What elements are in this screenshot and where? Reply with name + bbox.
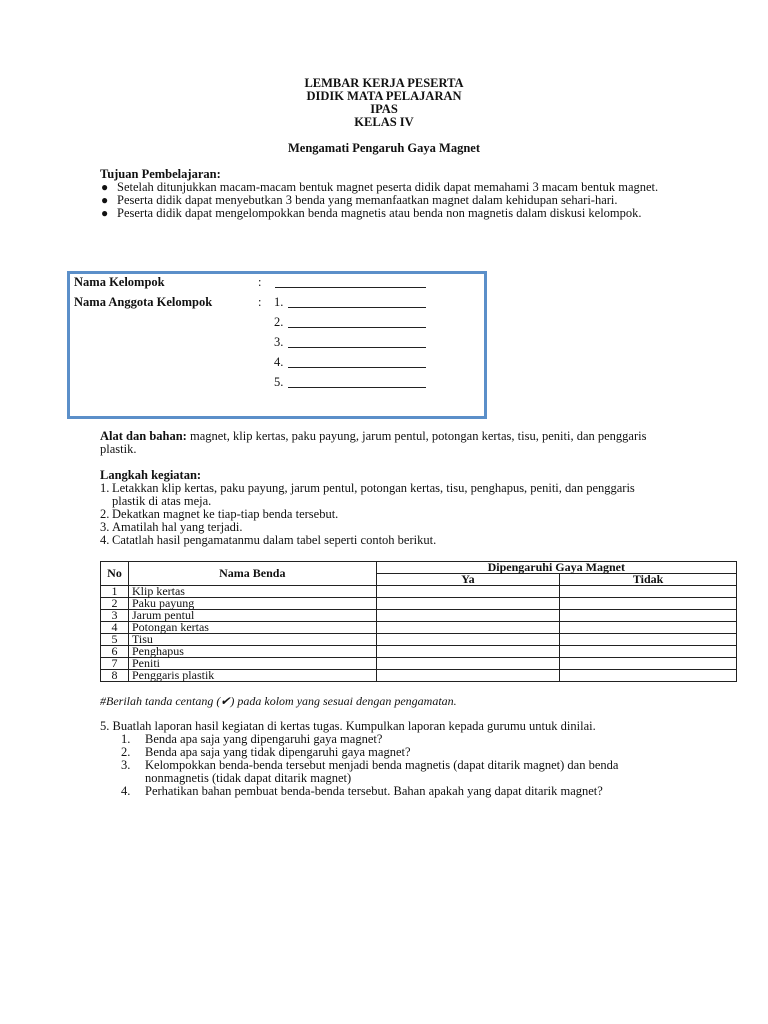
row-number: 5: [101, 634, 129, 646]
yes-cell[interactable]: [376, 670, 560, 682]
document-subtitle: Mengamati Pengaruh Gaya Magnet: [288, 141, 480, 155]
step-text: Letakkan klip kertas, paku payung, jarum pentul, potongan kertas, tisu, penghapus, peniti, dan penggaris plastik di atas meja.: [112, 481, 635, 508]
step-text: Amatilah hal yang terjadi.: [112, 520, 243, 534]
report-section: [100, 720, 700, 798]
title-line: KELAS IV: [354, 115, 414, 129]
member-number: 5.: [274, 375, 284, 389]
yes-cell[interactable]: [376, 646, 560, 658]
list-item: [100, 207, 690, 220]
header-no: No: [101, 562, 129, 586]
member-number: 1.: [274, 295, 284, 309]
table-row: [101, 622, 737, 634]
step-number: 2.: [100, 507, 110, 521]
yes-cell[interactable]: [376, 634, 560, 646]
header-item-name: Nama Benda: [128, 562, 376, 586]
row-number: 8: [101, 670, 129, 682]
steps-heading: Langkah kegiatan:: [100, 468, 202, 482]
title-line: DIDIK MATA PELAJARAN: [306, 89, 462, 103]
no-cell[interactable]: [560, 586, 737, 598]
row-number: 1: [101, 586, 129, 598]
steps-section: [100, 469, 645, 547]
group-name-label: Nama Kelompok: [74, 275, 165, 289]
question-text: Kelompokkan benda-benda tersebut menjadi benda magnetis (dapat ditarik magnet) dan benda nonmagnetis (tidak dapat ditarik magnet): [145, 758, 619, 785]
list-item: [100, 759, 650, 785]
member-field-3[interactable]: [288, 347, 426, 348]
bullet-icon: ●: [101, 180, 109, 194]
group-members-label: Nama Anggota Kelompok: [74, 295, 213, 309]
list-item: [100, 534, 645, 547]
row-number: 4: [101, 622, 129, 634]
materials-label: Alat dan bahan:: [100, 429, 187, 443]
table-row: [101, 598, 737, 610]
step-number: 1.: [100, 481, 110, 495]
question-text: Perhatikan bahan pembuat benda-benda tersebut. Bahan apakah yang dapat ditarik magnet?: [145, 784, 603, 798]
no-cell[interactable]: [560, 610, 737, 622]
row-item: Penggaris plastik: [128, 670, 376, 682]
objectives-section: [100, 168, 690, 220]
list-item: [100, 785, 700, 798]
no-cell[interactable]: [560, 658, 737, 670]
member-number: 2.: [274, 315, 284, 329]
steps-list: [100, 482, 645, 547]
no-cell[interactable]: [560, 622, 737, 634]
step-number: 4.: [100, 533, 110, 547]
yes-cell[interactable]: [376, 658, 560, 670]
row-item: Penghapus: [128, 646, 376, 658]
member-field-1[interactable]: [288, 307, 426, 308]
question-text: Benda apa saja yang dipengaruhi gaya magnet?: [145, 732, 383, 746]
report-intro: 5. Buatlah laporan hasil kegiatan di kertas tugas. Kumpulkan laporan kepada gurumu untuk dinilai.: [100, 719, 596, 733]
table-note: #Berilah tanda centang (✔) pada kolom yang sesuai dengan pengamatan.: [100, 694, 457, 708]
objectives-heading: Tujuan Pembelajaran:: [100, 167, 221, 181]
question-number: 3.: [121, 758, 131, 772]
no-cell[interactable]: [560, 670, 737, 682]
no-cell[interactable]: [560, 598, 737, 610]
member-field-2[interactable]: [288, 327, 426, 328]
step-number: 3.: [100, 520, 110, 534]
materials-section: [100, 430, 660, 456]
observation-table: [100, 561, 737, 682]
yes-cell[interactable]: [376, 610, 560, 622]
table-row: [101, 586, 737, 598]
objective-text: Peserta didik dapat menyebutkan 3 benda yang memanfaatkan magnet dalam kehidupan sehari-hari.: [117, 193, 618, 207]
group-name-field[interactable]: [275, 287, 426, 288]
question-text: Benda apa saja yang tidak dipengaruhi gaya magnet?: [145, 745, 411, 759]
materials-text: magnet, klip kertas, paku payung, jarum pentul, potongan kertas, tisu, peniti, dan penggaris plastik.: [100, 429, 647, 456]
row-number: 7: [101, 658, 129, 670]
member-field-5[interactable]: [288, 387, 426, 388]
question-number: 1.: [121, 732, 131, 746]
question-number: 2.: [121, 745, 131, 759]
row-number: 6: [101, 646, 129, 658]
row-number: 2: [101, 598, 129, 610]
question-number: 4.: [121, 784, 131, 798]
step-text: Catatlah hasil pengamatanmu dalam tabel seperti contoh berikut.: [112, 533, 437, 547]
bullet-icon: ●: [101, 206, 109, 220]
header-yes: Ya: [376, 574, 560, 586]
table-row: [101, 646, 737, 658]
report-questions: [100, 733, 700, 798]
objective-text: Peserta didik dapat mengelompokkan benda magnetis atau benda non magnetis dalam diskusi kelompok.: [117, 206, 642, 220]
group-members-colon: :: [258, 295, 262, 309]
bullet-icon: ●: [101, 193, 109, 207]
step-text: Dekatkan magnet ke tiap-tiap benda tersebut.: [112, 507, 339, 521]
row-item: Potongan kertas: [128, 622, 376, 634]
yes-cell[interactable]: [376, 598, 560, 610]
yes-cell[interactable]: [376, 622, 560, 634]
member-number: 3.: [274, 335, 284, 349]
no-cell[interactable]: [560, 646, 737, 658]
objective-text: Setelah ditunjukkan macam-macam bentuk magnet peserta didik dapat memahami 3 macam bentuk magnet.: [117, 180, 659, 194]
objectives-list: [100, 181, 690, 220]
table-row: [101, 670, 737, 682]
list-item: [100, 482, 645, 508]
yes-cell[interactable]: [376, 586, 560, 598]
row-item: Peniti: [128, 658, 376, 670]
header-no-answer: Tidak: [560, 574, 737, 586]
member-field-4[interactable]: [288, 367, 426, 368]
table-row: [101, 634, 737, 646]
title-line: LEMBAR KERJA PESERTA: [304, 76, 464, 90]
row-number: 3: [101, 610, 129, 622]
no-cell[interactable]: [560, 634, 737, 646]
row-item: Klip kertas: [128, 586, 376, 598]
row-item: Paku payung: [128, 598, 376, 610]
member-number: 4.: [274, 355, 284, 369]
document-title: [0, 77, 768, 129]
row-item: Jarum pentul: [128, 610, 376, 622]
header-magnet-effect: Dipengaruhi Gaya Magnet: [376, 562, 736, 574]
row-item: Tisu: [128, 634, 376, 646]
group-name-colon: :: [258, 275, 262, 289]
title-line: IPAS: [370, 102, 398, 116]
